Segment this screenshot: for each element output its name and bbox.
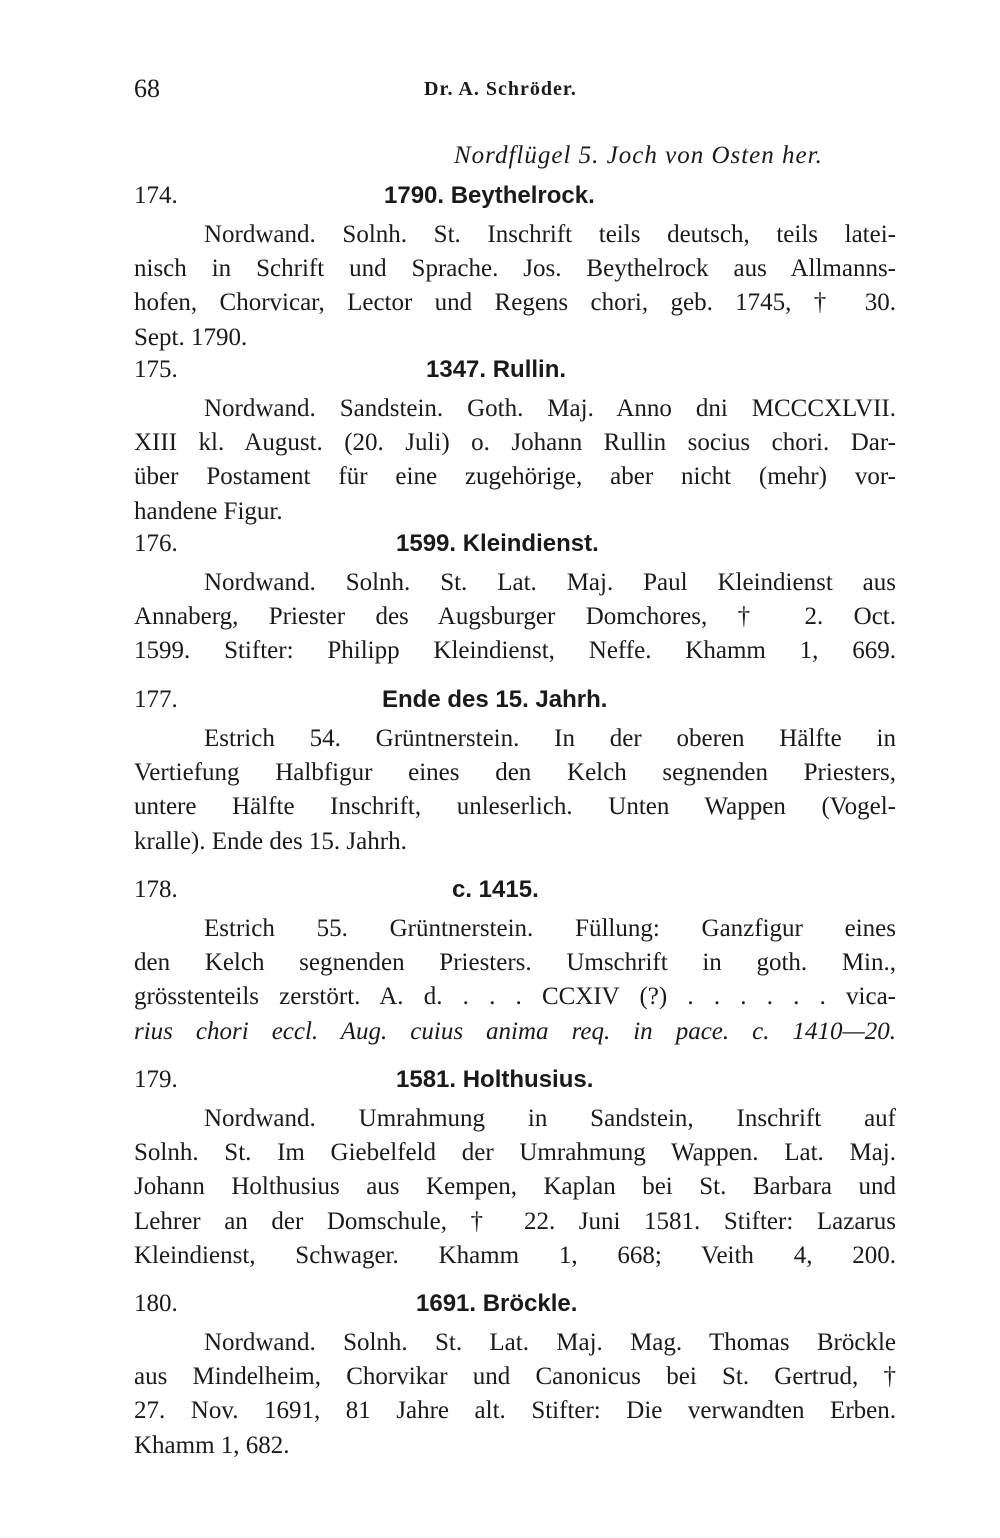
entry-number: 174. xyxy=(134,182,178,209)
text-line: rius chori eccl. Aug. cuius anima req. in pace. c. 1410—20. xyxy=(134,1017,896,1045)
entry-176 xyxy=(134,530,896,669)
entry-178 xyxy=(134,876,896,1049)
text-line: Annaberg, Priester des Augsburger Domchores, † 2. Oct. xyxy=(134,603,896,631)
entry-number: 179. xyxy=(134,1066,178,1093)
entry-header xyxy=(134,876,896,912)
text-line: Nordwand. Sandstein. Goth. Maj. Anno dni MCCCXLVII. xyxy=(204,395,896,422)
entry-180 xyxy=(134,1290,896,1463)
text-line: 27. Nov. 1691, 81 Jahre alt. Stifter: Die verwandten Erben. xyxy=(134,1397,896,1425)
text-line: kralle). Ende des 15. Jahrh. xyxy=(134,827,407,855)
text-line: XIII kl. August. (20. Juli) o. Johann Rullin socius chori. Dar- xyxy=(134,429,896,457)
text-line: Nordwand. Solnh. St. Inschrift teils deutsch, teils latei- xyxy=(204,221,896,248)
entry-text xyxy=(134,392,896,529)
entry-175 xyxy=(134,356,896,529)
entry-text xyxy=(134,912,896,1049)
entry-text xyxy=(134,1102,896,1273)
running-head: Dr. A. Schröder. xyxy=(424,78,577,100)
text-line: untere Hälfte Inschrift, unleserlich. Unten Wappen (Vogel- xyxy=(134,793,896,821)
entry-title: Ende des 15. Jahrh. xyxy=(382,686,608,713)
text-line: Vertiefung Halbfigur eines den Kelch segnenden Priesters, xyxy=(134,759,896,787)
text-line: handene Figur. xyxy=(134,497,283,525)
entry-number: 175. xyxy=(134,356,178,383)
entry-header xyxy=(134,530,896,566)
entry-text xyxy=(134,218,896,355)
entry-number: 177. xyxy=(134,686,178,713)
text-line: über Postament für eine zugehörige, aber nicht (mehr) vor- xyxy=(134,463,896,491)
entry-title: c. 1415. xyxy=(452,876,539,903)
entry-header xyxy=(134,1066,896,1102)
entry-number: 180. xyxy=(134,1290,178,1317)
text-line: hofen, Chorvicar, Lector und Regens chori, geb. 1745, † 30. xyxy=(134,289,896,317)
entry-text xyxy=(134,566,896,669)
entry-number: 178. xyxy=(134,876,178,903)
page-number: 68 xyxy=(134,74,160,103)
entry-header xyxy=(134,182,896,218)
text-line: Johann Holthusius aus Kempen, Kaplan bei St. Barbara und xyxy=(134,1173,896,1201)
text-line: den Kelch segnenden Priesters. Umschrift in goth. Min., xyxy=(134,949,896,977)
text-line: Solnh. St. Im Giebelfeld der Umrahmung Wappen. Lat. Maj. xyxy=(134,1139,896,1167)
text-line: Sept. 1790. xyxy=(134,323,248,351)
text-line: Nordwand. Solnh. St. Lat. Maj. Mag. Thomas Bröckle xyxy=(204,1329,896,1356)
entry-number: 176. xyxy=(134,530,178,557)
text-line: Nordwand. Umrahmung in Sandstein, Inschrift auf xyxy=(204,1105,896,1132)
entry-title: 1691. Bröckle. xyxy=(416,1290,578,1317)
location-heading: Nordflügel 5. Joch von Osten her. xyxy=(454,142,823,169)
text-line: aus Mindelheim, Chorvikar und Canonicus bei St. Gertrud, † xyxy=(134,1363,896,1391)
text-line: Lehrer an der Domschule, † 22. Juni 1581. Stifter: Lazarus xyxy=(134,1207,896,1235)
text-line: Khamm 1, 682. xyxy=(134,1431,290,1459)
entry-179 xyxy=(134,1066,896,1273)
text-line: nisch in Schrift und Sprache. Jos. Beythelrock aus Allmanns- xyxy=(134,255,896,283)
text-line: Nordwand. Solnh. St. Lat. Maj. Paul Kleindienst aus xyxy=(204,569,896,596)
entry-title: 1347. Rullin. xyxy=(426,356,567,383)
text-line: Estrich 55. Grüntnerstein. Füllung: Ganzfigur eines xyxy=(204,915,896,942)
entry-title: 1581. Holthusius. xyxy=(396,1066,594,1093)
entry-header xyxy=(134,356,896,392)
entry-header xyxy=(134,686,896,722)
entry-title: 1599. Kleindienst. xyxy=(396,530,599,557)
entry-header xyxy=(134,1290,896,1326)
text-line: Kleindienst, Schwager. Khamm 1, 668; Veith 4, 200. xyxy=(134,1241,896,1269)
page-header xyxy=(134,74,894,108)
entry-title: 1790. Beythelrock. xyxy=(384,182,595,209)
entry-text xyxy=(134,1326,896,1463)
text-line: 1599. Stifter: Philipp Kleindienst, Neffe. Khamm 1, 669. xyxy=(134,637,896,665)
entry-174 xyxy=(134,182,896,355)
text-line: Estrich 54. Grüntnerstein. In der oberen Hälfte in xyxy=(204,725,896,752)
text-line: grösstenteils zerstört. A. d. . . . CCXIV (?) . . . . . . vica- xyxy=(134,983,896,1011)
entry-177 xyxy=(134,686,896,859)
entry-text xyxy=(134,722,896,859)
